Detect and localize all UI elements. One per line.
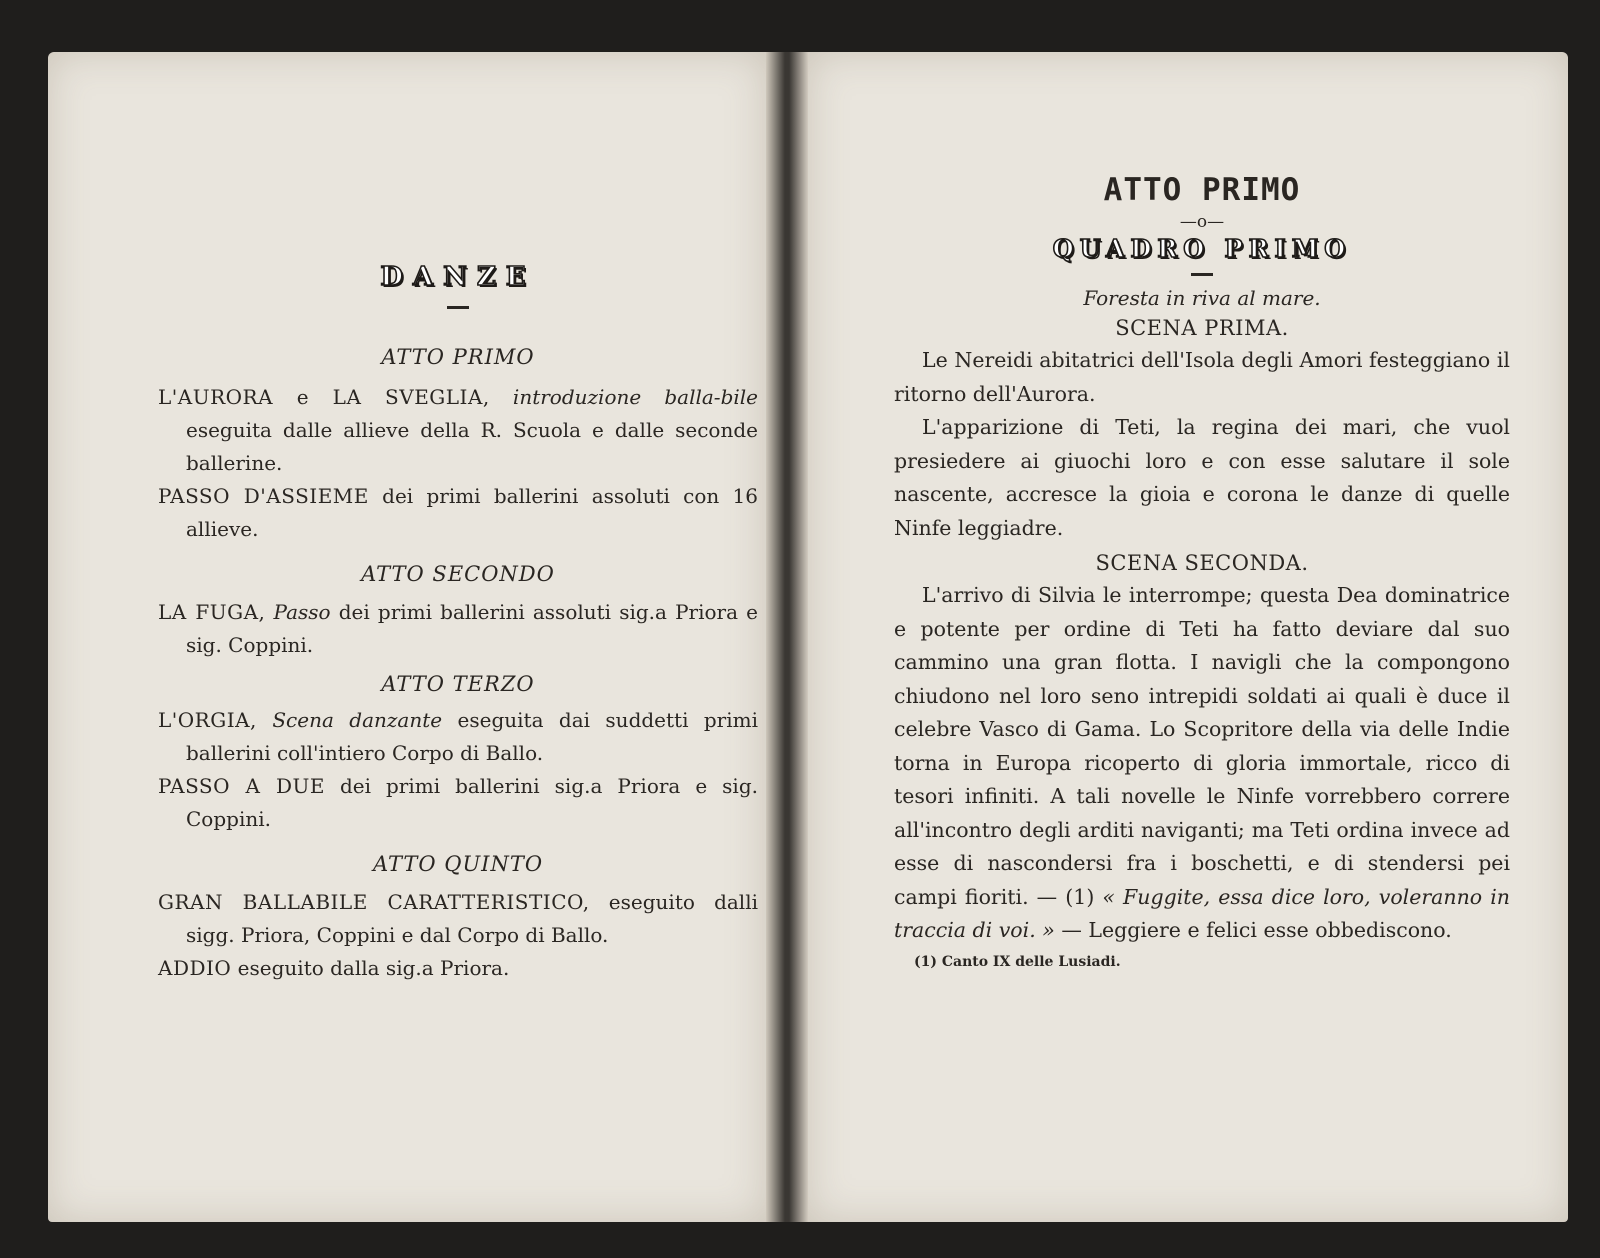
act-heading: ATTO SECONDO [361, 562, 555, 586]
dance-name: LA FUGA, [158, 600, 266, 624]
dance-name: L'AURORA e LA SVEGLIA, [158, 385, 490, 409]
book-gutter [766, 52, 808, 1222]
paragraph-text: — Leggiere e felici esse obbediscono. [1061, 918, 1452, 942]
dance-desc: eseguito dalla sig.a Priora. [237, 956, 510, 980]
dance-name: PASSO A DUE [158, 774, 325, 798]
right-page [808, 52, 1568, 1222]
paragraph: L'apparizione di Teti, la regina dei mari, che vuol presiedere ai giuochi loro e con esse salutare il sole nascente, accresce la gioia e corona le danze di quelle Ninfe leggiadre. [894, 415, 1510, 540]
dance-desc: dei primi ballerini assoluti sig.a Priora e sig. Coppini. [186, 600, 758, 657]
dance-type: Passo [273, 600, 331, 624]
right-column [894, 172, 1510, 970]
dance-name: L'ORGIA, [158, 708, 257, 732]
dance-type: introduzione balla-bile [512, 385, 758, 409]
dance-entry [158, 381, 758, 480]
dance-entry [158, 480, 758, 546]
dance-desc: eseguita dalle allieve della R. Scuola e dalle seconde ballerine. [186, 418, 758, 475]
paragraph-text: L'arrivo di Silvia le interrompe; questa Dea dominatrice e potente per ordine di Teti ha fatto deviare dal suo cammino una gran flotta. I navigli che la compongono chiudono nel loro seno intrepidi soldati ai quali è duce il celebre Vasco di Gama. Lo Scopritore della via delle Indie torna in Europa ricoperto di gloria immortale, ricco di tesori infiniti. A tali novelle le Ninfe vorrebbero correre all'incontro degli arditi naviganti; ma Teti ordina invece ad esse di nascondersi fra i boschetti, e di stendersi pei campi fioriti. — (1) [894, 583, 1510, 909]
left-page [48, 52, 766, 1222]
dance-type: Scena danzante [272, 708, 443, 732]
dance-desc: dei primi ballerini sig.a Priora e sig. Coppini. [186, 774, 758, 831]
dance-entry [158, 952, 758, 985]
dance-name: PASSO D'ASSIEME [158, 484, 369, 508]
scene-heading: SCENA SECONDA. [1095, 551, 1309, 575]
act-title: ATTO PRIMO [1103, 172, 1301, 208]
dance-entry [158, 704, 758, 770]
dance-desc: eseguito dalli sigg. Priora, Coppini e dal Corpo di Ballo. [186, 890, 758, 947]
dance-entry [158, 770, 758, 836]
setting-line: Foresta in riva al mare. [1083, 286, 1321, 310]
danze-title: DANZE [380, 262, 536, 292]
dance-name: ADDIO [158, 956, 232, 980]
scene-heading: SCENA PRIMA. [1115, 316, 1289, 340]
dance-desc: eseguita dai suddetti primi ballerini coll'intiero Corpo di Ballo. [186, 708, 758, 765]
paragraph [894, 579, 1510, 948]
quadro-title: QUADRO PRIMO [1052, 234, 1352, 263]
quoted-speech: « Fuggite, essa dice loro, voleranno in traccia di voi. » [894, 884, 1510, 942]
left-column [158, 262, 758, 985]
act-heading: ATTO QUINTO [372, 852, 544, 876]
dance-desc: dei primi ballerini assoluti con 16 allieve. [186, 484, 758, 541]
dance-name: GRAN BALLABILE CARATTERISTICO, [158, 890, 590, 914]
act-heading: ATTO TERZO [381, 672, 535, 696]
paragraph: Le Nereidi abitatrici dell'Isola degli Amori festeggiano il ritorno dell'Aurora. [894, 348, 1510, 406]
footnote: (1) Canto IX delle Lusiadi. [914, 953, 1121, 970]
ornament-separator: —o— [1179, 212, 1225, 232]
act-heading: ATTO PRIMO [381, 345, 535, 369]
dance-entry [158, 596, 758, 662]
dance-entry [158, 886, 758, 952]
